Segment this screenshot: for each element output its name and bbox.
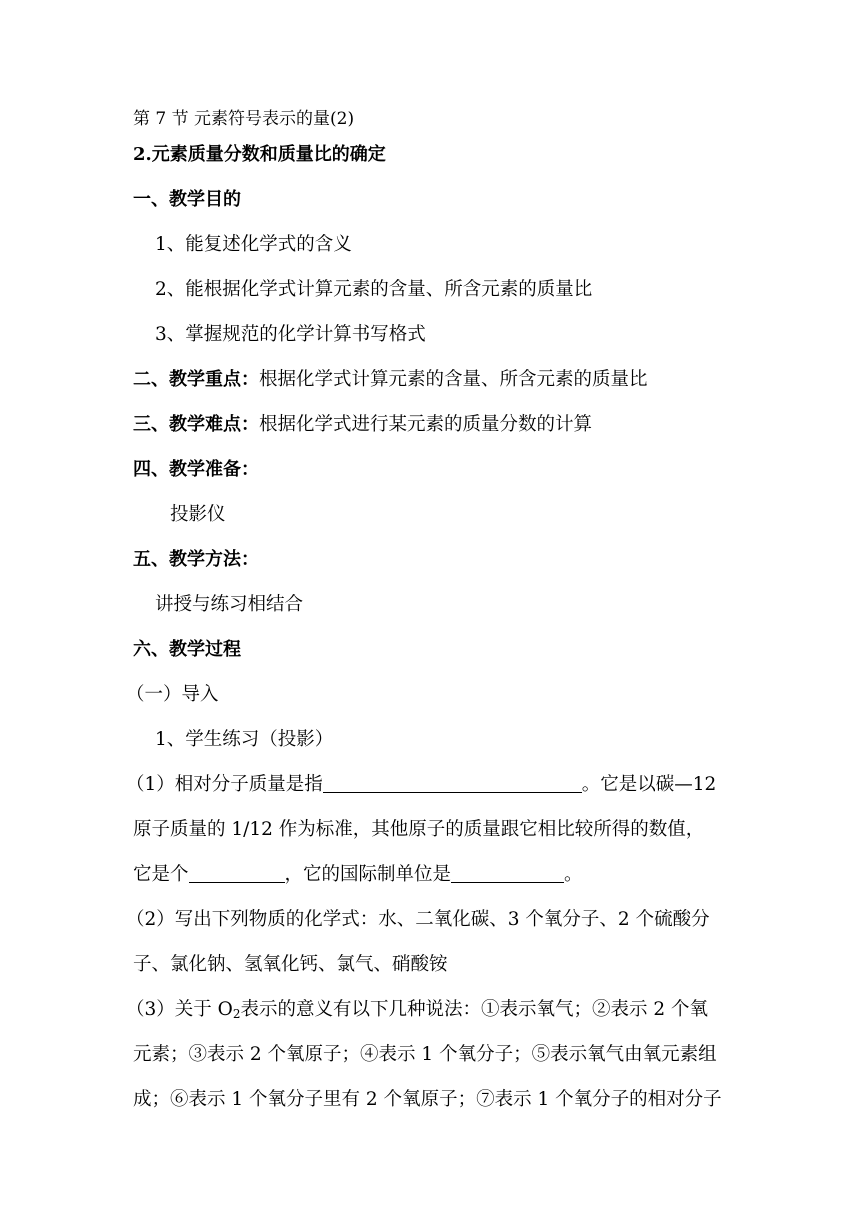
preparation-heading: 四、教学准备： (133, 459, 259, 480)
objectives-heading: 一、教学目的 (133, 189, 241, 210)
preparation-text: 投影仪 (170, 504, 226, 525)
difficulty-line (133, 410, 592, 436)
q1-line-1 (126, 770, 716, 796)
q1-text-d: ，它的国际制单位是 (284, 864, 452, 885)
subtitle: 2.元素质量分数和质量比的确定 (133, 144, 386, 165)
section-title: 第 7 节 元素符号表示的量(2) (133, 109, 355, 129)
objective-item-3: 3、掌握规范的化学计算书写格式 (155, 324, 426, 345)
q1-blank-3 (451, 864, 564, 883)
q1-text-e: 。 (564, 864, 583, 885)
q3-text-a: （3）关于 O (126, 999, 233, 1020)
difficulty-heading: 三、教学难点： (133, 414, 259, 435)
objective-item-2: 2、能根据化学式计算元素的含量、所含元素的质量比 (155, 279, 593, 300)
difficulty-text: 根据化学式进行某元素的质量分数的计算 (259, 414, 593, 435)
exercise-title: 1、学生练习（投影） (155, 729, 334, 750)
q1-text-b: 。它是以碳—12 (581, 774, 717, 795)
q1-text-a: （1）相对分子质量是指 (126, 774, 323, 795)
method-heading: 五、教学方法： (133, 549, 259, 570)
q1-blank-1 (323, 774, 582, 793)
method-text: 讲授与练习相结合 (155, 594, 304, 615)
q3-subscript: 2 (232, 1007, 241, 1021)
q1-line-2: 原子质量的 1/12 作为标准，其他原子的质量跟它相比较所得的数值， (133, 819, 705, 840)
q3-line-2: 元素；③表示 2 个氧原子；④表示 1 个氧分子；⑤表示氧气由氧元素组 (133, 1044, 717, 1065)
q1-line-3 (133, 860, 583, 886)
q1-blank-2 (189, 864, 285, 883)
q2-line-2: 子、氯化钠、氢氧化钙、氯气、硝酸铵 (133, 954, 448, 975)
q3-line-3: 成；⑥表示 1 个氧分子里有 2 个氧原子；⑦表示 1 个氧分子的相对分子 (133, 1089, 722, 1110)
key-point-line (133, 365, 648, 391)
q1-text-c: 它是个 (133, 864, 189, 885)
key-point-text: 根据化学式计算元素的含量、所含元素的质量比 (259, 369, 648, 390)
q3-text-b: 表示的意义有以下几种说法：①表示氧气；②表示 2 个氧 (240, 999, 709, 1020)
q2-line-1: （2）写出下列物质的化学式：水、二氧化碳、3 个氧分子、2 个硫酸分 (126, 909, 710, 930)
process-part-1: （一）导入 (126, 684, 219, 705)
q3-line-1 (126, 995, 708, 1021)
process-heading: 六、教学过程 (133, 639, 241, 660)
objective-item-1: 1、能复述化学式的含义 (155, 234, 352, 255)
key-point-heading: 二、教学重点： (133, 369, 259, 390)
